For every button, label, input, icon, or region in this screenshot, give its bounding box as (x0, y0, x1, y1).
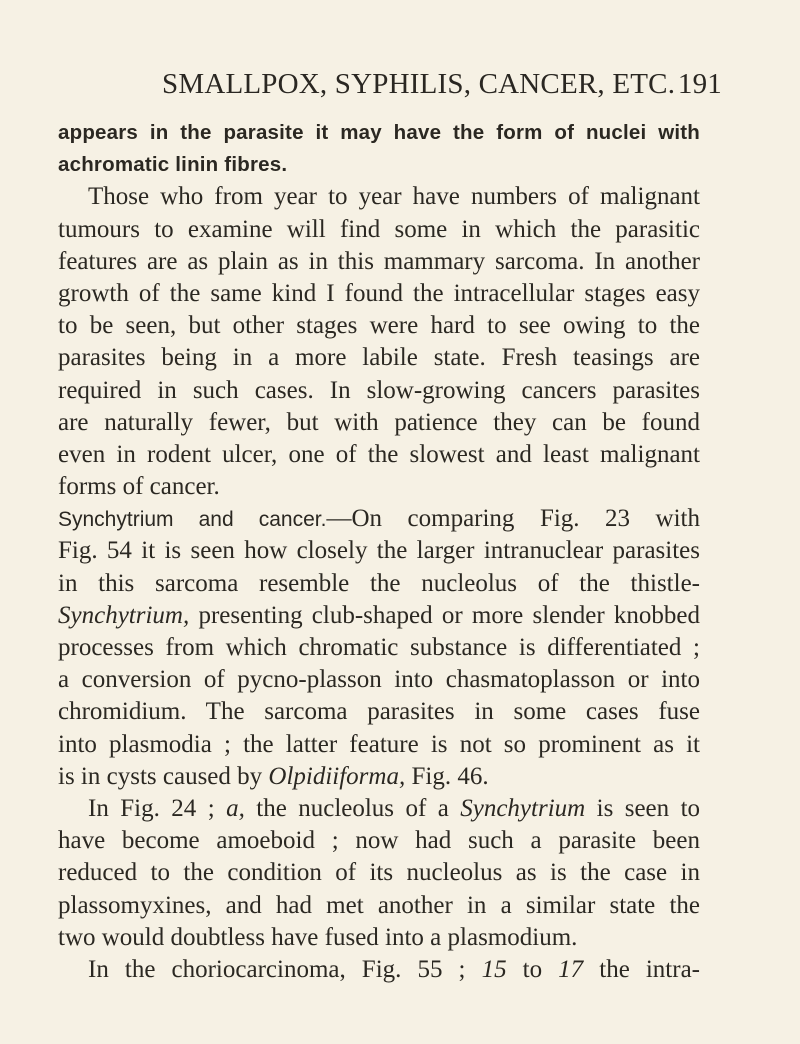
text-line: Those who from year to year have numbers of malignant (88, 183, 700, 211)
text-line: In the choriocarcinoma, Fig. 55 ; 15 to 17 the intra- (88, 955, 700, 983)
text-line: chromidium. The sarcoma parasites in some cases fuse (58, 698, 700, 726)
text-line: processes from which chromatic substance is differentiated ; (58, 634, 700, 661)
text-line: Fig. 54 it is seen how closely the larger intranuclear parasites (58, 537, 700, 565)
text-line: are naturally fewer, but with patience they can be found (58, 408, 700, 436)
page-header (162, 68, 722, 108)
running-title: SMALLPOX, SYPHILIS, CANCER, ETC. (162, 68, 676, 100)
text-line: plassomyxines, and had met another in a similar state the (58, 891, 700, 919)
text-line: In Fig. 24 ; a, the nucleolus of a Synchytrium is seen to (88, 794, 701, 822)
text-line: to be seen, but other stages were hard to see owing to the (58, 312, 700, 340)
text-line: growth of the same kind I found the intracellular stages easy (58, 279, 700, 307)
text-line: features are as plain as in this mammary sarcoma. In another (58, 247, 700, 275)
text-line: Synchytrium, presenting club-shaped or more slender knobbed (58, 601, 700, 629)
text-line: a conversion of pycno-plasson into chasmatoplasson or into (58, 666, 700, 694)
page-number: 191 (677, 68, 722, 100)
text-line: forms of cancer. (58, 473, 220, 501)
section-heading: Synchytrium and cancer. (58, 508, 327, 532)
text-line: in this sarcoma resemble the nucleolus of the thistle- (58, 569, 700, 597)
text-line: into plasmodia ; the latter feature is not so prominent as it (58, 730, 700, 758)
text-line: tumours to examine will find some in which the parasitic (58, 215, 700, 243)
body-text (58, 117, 700, 986)
text-line: parasites being in a more labile state. Fresh teasings are (58, 344, 700, 372)
text-line: achromatic linin fibres. (58, 153, 288, 177)
text-line: have become amoeboid ; now had such a parasite been (58, 827, 700, 855)
text-line: Synchytrium and cancer.—On comparing Fig. 23 with (58, 505, 700, 533)
text-line: even in rodent ulcer, one of the slowest and least malignant (58, 440, 700, 468)
text-line: two would doubtless have fused into a plasmodium. (58, 923, 578, 951)
text-line: reduced to the condition of its nucleolus as is the case in (58, 859, 700, 887)
text-line: appears in the parasite it may have the form of nuclei with (58, 121, 700, 144)
text-line: is in cysts caused by Olpidiiforma, Fig. 46. (58, 762, 489, 790)
text-line: required in such cases. In slow-growing cancers parasites (58, 376, 700, 404)
